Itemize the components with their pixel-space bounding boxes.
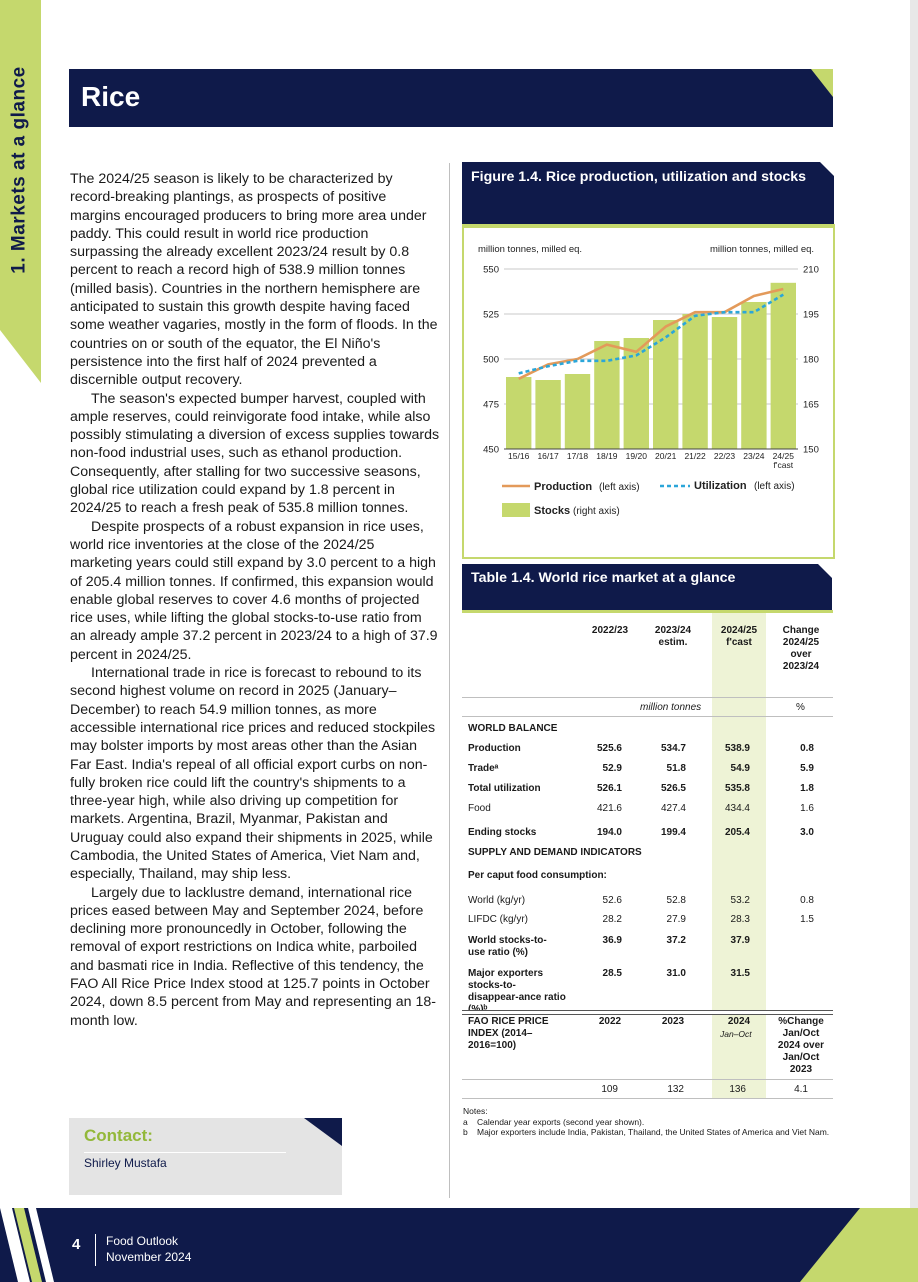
cell: 0.8 (800, 743, 814, 754)
cell: 37.2 (666, 935, 686, 946)
row-label: Production (468, 743, 521, 754)
note-a-marker: a (463, 1116, 468, 1127)
y-axis-right-label: million tonnes, milled eq. (710, 244, 815, 255)
cell: 28.2 (602, 914, 622, 925)
legend-stocks-note: (right axis) (573, 506, 620, 517)
footer-publication: Food Outlook (106, 1234, 179, 1248)
side-tab-label-wrap (2, 20, 38, 320)
figure-box (462, 224, 835, 559)
contact-corner-accent (304, 1118, 342, 1146)
price-col-2022: 2022 (598, 1016, 622, 1027)
row-label: Food (468, 803, 491, 814)
bar-stocks (506, 377, 531, 449)
cell: 37.9 (730, 935, 750, 946)
price-col-2024-sub: Jan–Oct (720, 1029, 752, 1039)
cell: 54.9 (730, 763, 750, 774)
paragraph-5: Largely due to lacklustre demand, international rice prices eased between May and September 2024, before declining more pronouncedly in October, following the removal of export restrictions on Indica white, parboiled and basmati rice in India. Reflective of this tendency, the FAO All Rice Price Index stood at 125.7 points in October 2024, down 8.5 percent from May and representing an 18-month low. (70, 884, 436, 1029)
price-col-2024: 2024 (727, 1016, 751, 1027)
x-tick-label: 18/19 (596, 451, 618, 461)
figure-title: Figure 1.4. Rice production, utilization and stocks (471, 169, 807, 185)
cell: 52.8 (666, 895, 686, 906)
cell: 27.9 (666, 914, 686, 925)
y-tick-left: 475 (483, 399, 499, 411)
col-header-change: Change 2024/25 over 2023/24 (782, 625, 820, 672)
footer-date: November 2024 (106, 1250, 192, 1264)
x-tick-label: 21/22 (684, 451, 706, 461)
market-table (462, 610, 833, 1099)
cell: 1.6 (800, 803, 814, 814)
contact-name: Shirley Mustafa (84, 1156, 167, 1170)
table-rule (462, 716, 833, 717)
row-label: Tradeᵃ (468, 763, 499, 774)
bar-stocks (594, 341, 619, 449)
cell: 534.7 (660, 743, 686, 754)
price-val-2024: 136 (729, 1084, 746, 1095)
x-tick-sublabel: f'cast (773, 460, 794, 470)
cell: 53.2 (730, 895, 750, 906)
paragraph-2: The season's expected bumper harvest, coupled with ample reserves, could reinvigorate food intake, while also possibly stimulating a diversion of excess supplies towards non-food industrial uses, such as ethanol production. Consequently, after stalling for two successive seasons, global rice utilization could expand by 1.8 percent in 2024/25 to reach a fresh peak of 535.8 million tonnes. (70, 390, 440, 517)
table-title: Table 1.4. World rice market at a glance (471, 570, 736, 586)
cell: 194.0 (596, 827, 622, 838)
side-tab-notch (0, 330, 41, 383)
price-col-2023: 2023 (661, 1016, 685, 1027)
cell: 205.4 (724, 827, 750, 838)
y-tick-left: 525 (483, 309, 499, 321)
cell: 526.5 (660, 783, 686, 794)
table-rule (462, 1098, 833, 1099)
cell: 427.4 (660, 803, 686, 814)
legend-stocks-swatch (502, 503, 530, 517)
cell: 28.5 (602, 968, 622, 979)
column-divider (449, 163, 450, 1198)
table-header (462, 564, 832, 610)
section-supply-demand: SUPPLY AND DEMAND INDICATORS (468, 847, 642, 858)
unit-percent: % (796, 702, 805, 713)
bar-stocks (771, 283, 796, 449)
y-tick-left: 450 (483, 444, 499, 456)
title-banner (69, 69, 833, 127)
row-label-lifdc: LIFDC (kg/yr) (468, 914, 528, 925)
cell: 535.8 (724, 783, 750, 794)
note-b-marker: b (463, 1127, 468, 1137)
cell: 52.9 (602, 763, 622, 774)
page-title: Rice (81, 81, 141, 112)
y-tick-left: 500 (483, 354, 499, 366)
chart (464, 228, 833, 557)
row-label: Total utilization (468, 783, 541, 794)
bar-stocks (653, 320, 678, 449)
bar-stocks (535, 380, 560, 449)
col-header-2024-25: 2024/25 f'cast (720, 625, 758, 648)
section-world-balance: WORLD BALANCE (468, 723, 558, 734)
cell: 51.8 (666, 763, 686, 774)
y-tick-right: 165 (803, 399, 819, 411)
x-tick-label: 19/20 (625, 451, 647, 461)
col-header-2022-23: 2022/23 (591, 625, 629, 636)
price-val-change: 4.1 (794, 1084, 808, 1095)
y-tick-right: 210 (803, 264, 819, 276)
col-header-2023-24: 2023/24 estim. (654, 625, 692, 648)
contact-divider (84, 1152, 286, 1153)
price-index-label: FAO RICE PRICE INDEX (2014–2016=100) (468, 1016, 549, 1051)
bar-stocks (565, 374, 590, 449)
page-right-edge (910, 0, 918, 1208)
price-col-change: %Change Jan/Oct 2024 over Jan/Oct 2023 (777, 1016, 825, 1075)
x-tick-label: 15/16 (508, 451, 530, 461)
legend-stocks-label: Stocks (534, 505, 571, 517)
paragraph-1: The 2024/25 season is likely to be characterized by record-breaking plantings, as prospects of positive margins encouraged producers to bring more area under paddy. This could result in world rice production surpassing the already excellent 2023/24 result by 0.8 percent to reach a record high of 538.9 million tonnes (milled basis). Countries in the northern hemisphere are anticipated to sustain this growth despite having faced some weather vagaries, mostly in the form of floods. In the countries on or south of the equator, the El Niño's persistence into the first half of 2024 prevented a discernible output recovery. (70, 171, 438, 389)
paragraph-4: International trade in rice is forecast to rebound to its second highest volume on record in 2025 (January–December) to reach 54.9 million tonnes, as more accessible international rice prices and reduced stockpiles may bolster imports by most areas other than the Asian Far East. India's repeal of all official export curbs on non-fully broken rice could lift the country's shipments to a three-year high, while also driving up competition for markets. Argentina, Brazil, Myanmar, Pakistan and Uruguay could also expand their shipments in 2025, while Cambodia, the United States of America, Viet Nam and, especially, Thailand, may ship less. (70, 665, 436, 883)
table-rule (462, 697, 833, 698)
side-tab-label: 1. Markets at a glance (9, 66, 30, 274)
x-tick-label: 20/21 (655, 451, 677, 461)
subsection-per-caput: Per caput food consumption: (468, 870, 607, 881)
contact-box (69, 1118, 342, 1195)
cell: 52.6 (602, 895, 622, 906)
cell: 1.8 (800, 783, 814, 794)
row-label-stocks-to-use: World stocks-to-use ratio (%) (468, 935, 547, 958)
page-footer (0, 1208, 918, 1282)
page-number: 4 (72, 1236, 81, 1253)
x-tick-label: 22/23 (713, 451, 736, 461)
cell: 421.6 (596, 803, 622, 814)
legend-production-note: (left axis) (599, 482, 640, 493)
note-a: Calendar year exports (second year shown). (477, 1116, 645, 1127)
x-tick-label: 17/18 (566, 451, 589, 461)
cell: 31.0 (666, 968, 686, 979)
cell: 199.4 (660, 827, 686, 838)
cell: 31.5 (730, 968, 750, 979)
bar-stocks (712, 317, 737, 449)
row-label: Ending stocks (468, 827, 537, 838)
y-tick-right: 150 (803, 444, 819, 456)
unit-million-tonnes: million tonnes (640, 702, 702, 713)
notes-title: Notes: (463, 1106, 488, 1116)
x-tick-label: 16/17 (537, 451, 559, 461)
legend-production-label: Production (534, 481, 593, 493)
x-tick-label: 24/25 (772, 451, 794, 461)
cell: 3.0 (800, 827, 814, 838)
legend-utilization-label: Utilization (694, 480, 747, 492)
cell: 28.3 (730, 914, 750, 925)
row-label-major-exporters: Major exporters stocks-to-disappear-ance ratio (468, 968, 566, 1003)
y-tick-left: 550 (483, 264, 499, 276)
title-corner-accent (811, 69, 833, 97)
cell: 525.6 (596, 743, 622, 754)
footer-divider (95, 1234, 96, 1266)
contact-label: Contact: (84, 1126, 153, 1145)
cell: 538.9 (724, 743, 750, 754)
table-header-corner (818, 564, 832, 578)
bar-stocks (741, 302, 766, 449)
note-b: Major exporters include India, Pakistan, Thailand, the United States of America and Viet Nam. (477, 1127, 830, 1137)
figure-header (462, 162, 834, 224)
x-tick-label: 23/24 (743, 451, 765, 461)
table-rule (462, 1079, 833, 1080)
table-notes (463, 1106, 833, 1138)
cell: 1.5 (800, 914, 814, 925)
y-tick-right: 195 (803, 309, 819, 321)
legend-utilization-note: (left axis) (754, 481, 795, 492)
cell: 0.8 (800, 895, 814, 906)
paragraph-3: Despite prospects of a robust expansion in rice uses, world rice inventories at the close of the 2024/25 marketing years could still expand by 3.0 percent to a high of 205.4 million tonnes. If confirmed, this expansion would enable global reserves to cover 4.6 months of projected rice uses, while lifting the global stocks-to-use ratio from an already ample 37.2 percent in 2023/24 to a high of 37.9 percent in 2024/25. (70, 518, 438, 663)
price-val-2022: 109 (601, 1084, 618, 1095)
bar-stocks (682, 314, 707, 449)
cell: 5.9 (800, 763, 814, 774)
figure-header-corner (820, 162, 834, 176)
table-double-rule (462, 1010, 833, 1015)
body-text (70, 170, 440, 1030)
y-tick-right: 180 (803, 354, 819, 366)
cell: 36.9 (602, 935, 622, 946)
row-label-world-kg: World (kg/yr) (468, 895, 526, 906)
price-val-2023: 132 (667, 1084, 684, 1095)
y-axis-left-label: million tonnes, milled eq. (478, 244, 583, 255)
cell: 526.1 (596, 783, 622, 794)
cell: 434.4 (724, 803, 750, 814)
